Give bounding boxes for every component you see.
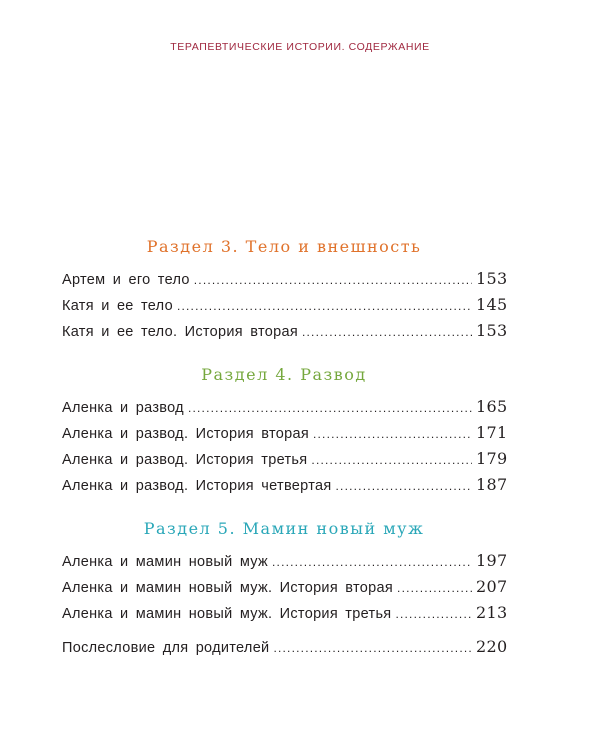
- toc-entry[interactable]: [62, 266, 506, 292]
- toc-entry-title: Аленка и мамин новый муж. История вторая: [62, 580, 394, 596]
- dot-leader: [177, 293, 472, 319]
- toc-entry-title: Артем и его тело: [62, 272, 190, 288]
- toc-entry-title: Аленка и развод. История вторая: [62, 426, 309, 442]
- toc-entry-page: 171: [476, 423, 508, 442]
- toc-entry-page: 187: [476, 475, 508, 494]
- toc-entry-title: Послесловие для родителей: [62, 640, 270, 656]
- toc-entry-title: Катя и ее тело. История вторая: [62, 324, 298, 340]
- toc-entry-title: Аленка и мамин новый муж: [62, 554, 268, 570]
- dot-leader: [302, 319, 472, 345]
- toc-entry[interactable]: [62, 420, 506, 446]
- toc-entry-page: 220: [476, 637, 508, 656]
- table-of-contents: [62, 236, 506, 660]
- section-4-title: Раздел 4. Развод: [201, 365, 367, 384]
- toc-entry-page: 153: [476, 269, 508, 288]
- toc-entry-page: 179: [476, 449, 508, 468]
- toc-entry-page: 213: [476, 603, 508, 622]
- toc-entry[interactable]: [62, 472, 506, 498]
- section-5-title: Раздел 5. Мамин новый муж: [143, 519, 425, 538]
- dot-leader: [313, 421, 472, 447]
- dot-leader: [273, 635, 472, 661]
- toc-entry-page: 153: [476, 321, 508, 340]
- dot-leader: [194, 267, 472, 293]
- section-3-title: Раздел 3. Тело и внешность: [146, 237, 422, 256]
- toc-entry[interactable]: [62, 292, 506, 318]
- dot-leader: [395, 601, 472, 627]
- toc-entry-title: Аленка и развод. История третья: [62, 452, 308, 468]
- toc-entry-title: Аленка и развод: [62, 400, 184, 416]
- toc-entry[interactable]: [62, 548, 506, 574]
- toc-entry[interactable]: [62, 318, 506, 344]
- toc-entry-afterword[interactable]: [62, 634, 506, 660]
- toc-entry-page: 145: [476, 295, 508, 314]
- running-head: ТЕРАПЕВТИЧЕСКИЕ ИСТОРИИ. СОДЕРЖАНИЕ: [170, 41, 430, 53]
- toc-entry-title: Катя и ее тело: [62, 298, 173, 314]
- dot-leader: [397, 575, 472, 601]
- toc-entry[interactable]: [62, 394, 506, 420]
- dot-leader: [311, 447, 472, 473]
- dot-leader: [336, 473, 473, 499]
- toc-entry[interactable]: [62, 574, 506, 600]
- toc-entry[interactable]: [62, 446, 506, 472]
- toc-entry[interactable]: [62, 600, 506, 626]
- dot-leader: [188, 395, 472, 421]
- toc-entry-page: 197: [476, 551, 508, 570]
- toc-entry-title: Аленка и мамин новый муж. История третья: [62, 606, 392, 622]
- dot-leader: [272, 549, 472, 575]
- toc-entry-page: 207: [476, 577, 508, 596]
- toc-entry-page: 165: [476, 397, 508, 416]
- toc-entry-title: Аленка и развод. История четвертая: [62, 478, 332, 494]
